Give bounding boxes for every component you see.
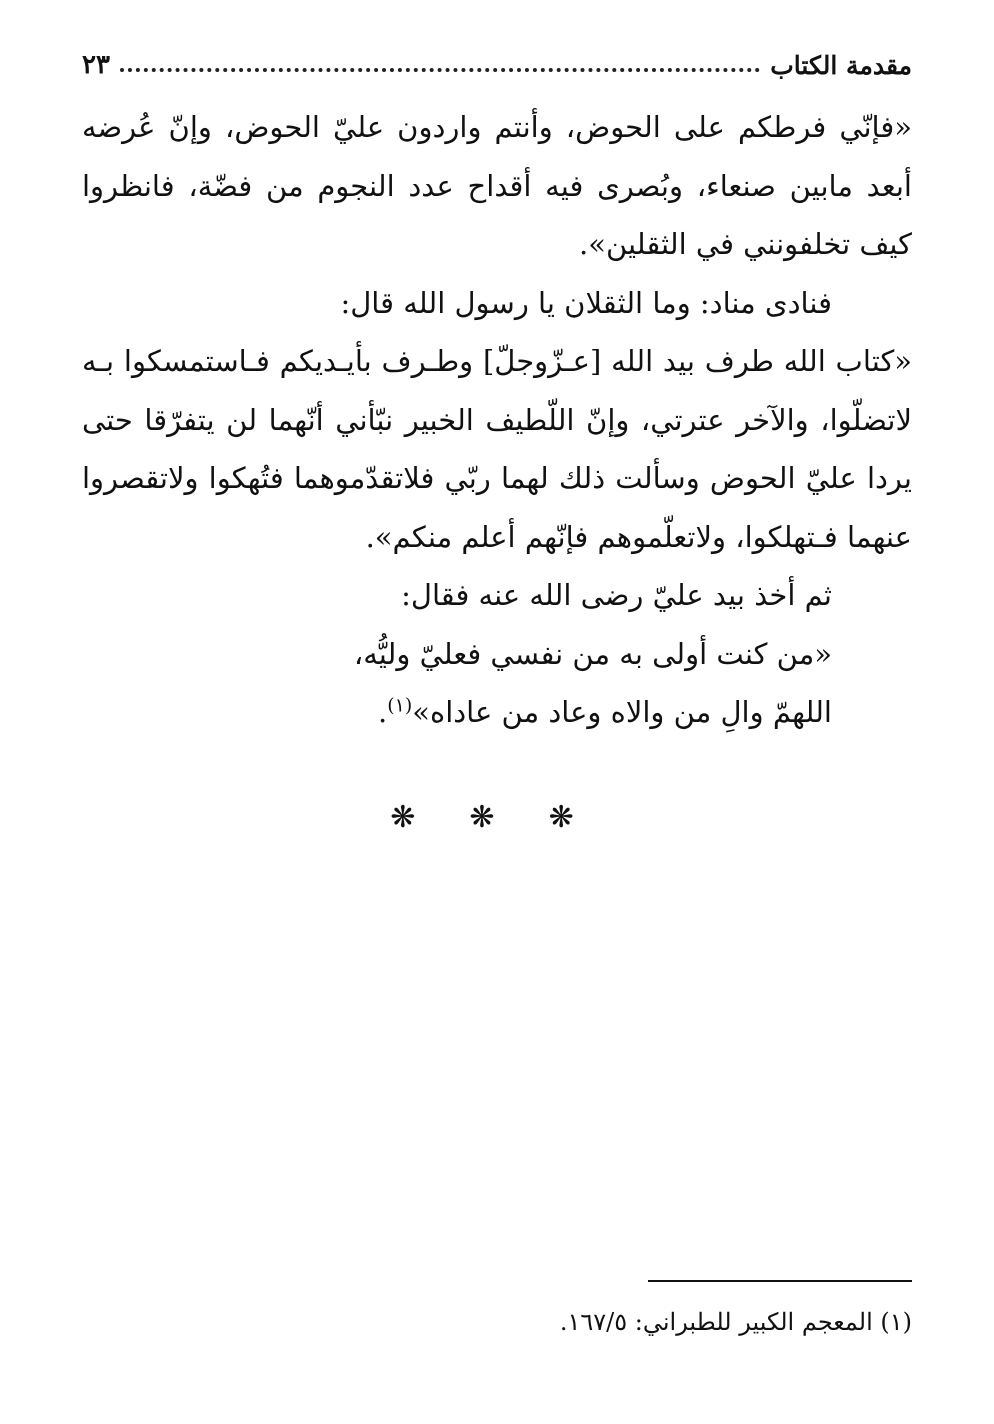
- asterism-icon: ❋: [390, 800, 446, 835]
- paragraph-took-hand: ثم أخذ بيد عليّ رضى الله عنه فقال:: [401, 578, 832, 612]
- asterism-icon: ❋: [548, 800, 604, 835]
- main-text: [82, 98, 912, 742]
- footnote: (١) المعجم الكبير للطبراني: ١٦٧/٥.: [559, 1308, 912, 1336]
- footnote-reference: (١): [387, 694, 413, 717]
- paragraph-hadith-hawd: «فإنّي فرطكم على الحوض، وأنتم واردون عليّ الحوض، وإنّ عُرضه أبعد مابين صنعاء، وبُصرى فيه أقداح عدد النجوم من فضّة، فانظروا كيف تخلفونني في الثقلين».: [82, 110, 912, 261]
- chapter-title: مقدمة الكتاب: [770, 51, 912, 80]
- section-separator: [0, 800, 994, 835]
- paragraph-thaqalayn: «كتاب الله طرف بيد الله [عـزّوجلّ] وطـرف بأيـديكم فـاستمسكوا بـه لاتضلّوا، والآخر عترتي، وإنّ اللّطيف الخبير نبّأني أنّهما لن يتفرّقا حتى يردا عليّ الحوض وسألت ذلك لهما ربّي فلاتقدّموهما فتُهكوا ولاتقصروا عنهما فـتهلكوا، ولاتعلّموهم فإنّهم أعلم منكم».: [82, 344, 912, 554]
- leader-dots: [120, 68, 760, 72]
- paragraph-dua: [82, 683, 912, 742]
- asterism-icon: ❋: [469, 800, 525, 835]
- footnote-divider: [648, 1280, 912, 1282]
- paragraph-question: فنادى مناد: وما الثقلان يا رسول الله قال:: [340, 285, 832, 320]
- paragraph-mawla: «من كنت أولى به من نفسي فعليّ وليُّه،: [353, 636, 832, 671]
- running-header: [82, 40, 912, 80]
- dua-end-mark: .: [377, 695, 388, 729]
- page-number: ٢٣: [82, 50, 110, 80]
- dua-text: اللهمّ والِ من والاه وعاد من عاداه»: [412, 695, 832, 729]
